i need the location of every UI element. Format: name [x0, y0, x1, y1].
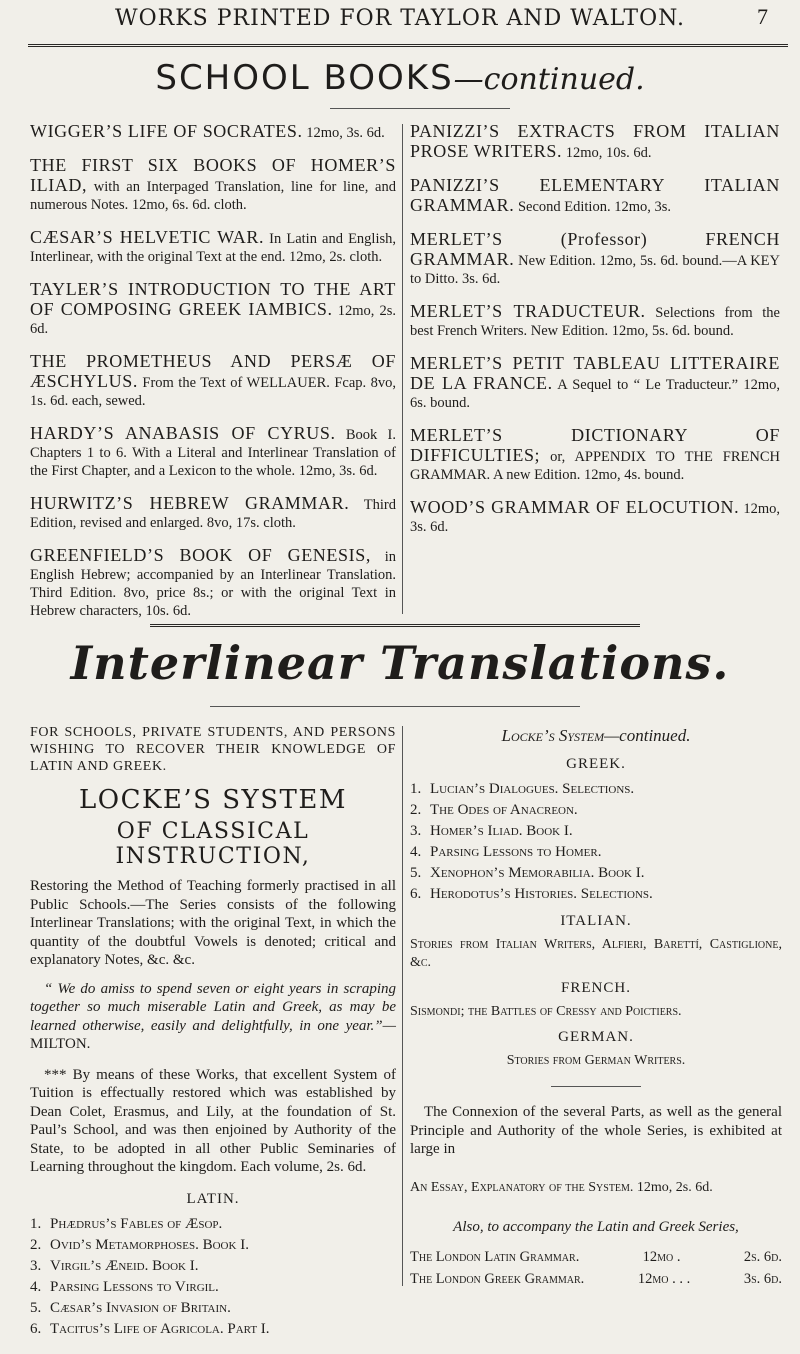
grammar-size: 12mo . . .: [637, 1270, 691, 1287]
greek-list: [410, 779, 782, 905]
locke-heading: LOCKE’S SYSTEM: [79, 785, 347, 815]
book-detail: 12mo, 2s. 6d.: [30, 303, 396, 337]
book-detail: Book I. Chapters 1 to 6. With a Literal and Interlinear Translation of the First Chapter, and a Lexicon to the whole. 12mo, 3s. 6d.: [30, 427, 396, 479]
book-entry: [30, 546, 396, 620]
book-entry: [410, 426, 780, 484]
book-entry: [30, 280, 396, 338]
book-entry: [410, 176, 780, 216]
column-divider: [402, 726, 403, 1286]
essay-title: An Essay, Explanatory of the System.: [410, 1179, 634, 1195]
book-title: MERLET’S TRADUCTEUR.: [410, 301, 646, 321]
locke-note: *** By means of these Works, that excellent System of Tuition is effectually restored which was established by Dean Colet, Erasmus, and Lily, at the foundation of St. Paul’s School, and was then enjoined by Authority of the State, to be adopted in all other Public Seminaries of Learning throughout the kingdom. Each volume, 2s. 6d.: [30, 1066, 396, 1175]
book-title: MERLET’S DICTIONARY OF DIFFICULTIES;: [410, 425, 780, 465]
book-title: MERLET’S (Professor) FRENCH GRAMMAR.: [410, 229, 780, 269]
column-divider: [402, 124, 403, 614]
divider-rule: [150, 624, 640, 627]
book-title: WOOD’S GRAMMAR OF ELOCUTION.: [410, 497, 740, 517]
book-entry: [410, 498, 780, 536]
book-entry: [30, 352, 396, 410]
book-title: WIGGER’S LIFE OF SOCRATES.: [30, 121, 303, 141]
grammar-price: 2s. 6d.: [743, 1248, 782, 1265]
list-item: 6. Herodotus’s Histories. Selections.: [410, 886, 653, 902]
divider-rule: [210, 706, 580, 707]
book-entry: [410, 230, 780, 288]
locke-system-right-column: [410, 726, 782, 1290]
section-rule: [330, 108, 510, 109]
book-detail: New Edition. 12mo, 5s. 6d. bound.—A KEY to Ditto. 3s. 6d.: [410, 253, 781, 287]
book-entry: [30, 122, 396, 142]
book-detail: or, APPENDIX TO THE FRENCH GRAMMAR. A new Edition. 12mo, 4s. bound.: [410, 449, 780, 483]
list-item: 3. Virgil’s Æneid. Book I.: [30, 1257, 199, 1274]
grammar-line: [410, 1268, 782, 1290]
french-heading: FRENCH.: [561, 980, 631, 996]
grammar-line: [410, 1246, 782, 1268]
german-text: Stories from German Writers.: [506, 1053, 686, 1068]
list-item: 1. Phædrus’s Fables of Æsop.: [30, 1215, 223, 1232]
locke-intro: FOR SCHOOLS, PRIVATE STUDENTS, AND PERSONS WISHING TO RECOVER THEIR KNOWLEDGE OF LATIN AND GREEK.: [30, 725, 396, 774]
right-column-school-books: [410, 122, 780, 550]
latin-list: [30, 1214, 396, 1340]
book-entry: [30, 156, 396, 214]
milton-quote: [30, 980, 396, 1054]
locke-continued-title: Locke’s System—continued.: [501, 726, 691, 745]
grammar-name: The London Greek Grammar.: [410, 1270, 585, 1287]
list-item: 2. Ovid’s Metamorphoses. Book I.: [30, 1236, 249, 1253]
left-column-school-books: [30, 122, 396, 634]
italian-heading: ITALIAN.: [560, 913, 632, 929]
book-title: TAYLER’S INTRODUCTION TO THE ART OF COMPOSING GREEK IAMBICS.: [30, 279, 396, 319]
book-title: THE FIRST SIX BOOKS OF HOMER’S ILIAD,: [30, 155, 396, 195]
greek-heading: GREEK.: [566, 756, 626, 772]
book-entry: [30, 494, 396, 532]
section-title-italic: —continued.: [453, 62, 645, 97]
book-detail: 12mo, 3s. 6d.: [410, 501, 780, 535]
book-detail: Second Edition. 12mo, 3s.: [517, 199, 672, 215]
small-divider: [551, 1086, 641, 1087]
book-detail: In Latin and English, Interlinear, with the original Text at the end. 12mo, 2s. cloth.: [30, 231, 396, 265]
book-detail: Third Edition, revised and enlarged. 8vo, 17s. cloth.: [30, 497, 396, 531]
grammar-name: The London Latin Grammar.: [410, 1248, 580, 1265]
connexion-text: The Connexion of the several Parts, as well as the general Principle and Authority of the whole Series, is exhibited at large in: [410, 1104, 782, 1157]
locke-system-left-column: [30, 724, 396, 1340]
book-detail: with an Interpaged Translation, line for line, and numerous Notes. 12mo, 6s. 6d. cloth.: [30, 179, 396, 213]
list-item: 4. Parsing Lessons to Homer.: [410, 844, 602, 860]
quote-author: MILTON.: [30, 1036, 91, 1052]
list-item: 5. Cæsar’s Invasion of Britain.: [30, 1299, 231, 1316]
book-entry: [30, 228, 396, 266]
book-title: PANIZZI’S ELEMENTARY ITALIAN GRAMMAR.: [410, 175, 780, 215]
also-text: Also, to accompany the Latin and Greek Series,: [453, 1218, 739, 1235]
grammar-size: 12mo .: [642, 1248, 681, 1265]
book-title: HURWITZ’S HEBREW GRAMMAR.: [30, 493, 350, 513]
list-item: 5. Xenophon’s Memorabilia. Book I.: [410, 865, 645, 881]
book-entry: [30, 424, 396, 480]
quote-text: “ We do amiss to spend seven or eight years in scraping together so much miserable Latin and Greek, as may be learned otherwise, easily and delightfully, in one year.”—: [30, 980, 396, 1034]
book-detail: 12mo, 3s. 6d.: [306, 125, 385, 141]
page-number: 7: [757, 4, 768, 29]
interlinear-translations-title: Interlinear Translations.: [70, 636, 730, 690]
list-item: 1. Lucian’s Dialogues. Selections.: [410, 781, 635, 797]
essay-entry: [410, 1179, 782, 1197]
book-title: MERLET’S PETIT TABLEAU LITTERAIRE DE LA FRANCE.: [410, 353, 780, 393]
book-detail: A Sequel to “ Le Traducteur.” 12mo, 6s. bound.: [410, 377, 781, 411]
list-item: 4. Parsing Lessons to Virgil.: [30, 1278, 219, 1295]
essay-detail: 12mo, 2s. 6d.: [636, 1179, 713, 1195]
book-detail: Selections from the best French Writers. New Edition. 12mo, 5s. 6d. bound.: [410, 305, 780, 339]
book-entry: [410, 122, 780, 162]
list-item: 3. Homer’s Iliad. Book I.: [410, 823, 573, 839]
book-entry: [410, 354, 780, 412]
italian-text: Stories from Italian Writers, Alfieri, Barettí, Castiglione, &c.: [410, 937, 782, 970]
book-entry: [410, 302, 780, 340]
book-title: HARDY’S ANABASIS OF CYRUS.: [30, 423, 336, 443]
locke-subheading: OF CLASSICAL INSTRUCTION,: [115, 819, 311, 869]
list-item: 6. Tacitus’s Life of Agricola. Part I.: [30, 1320, 270, 1337]
german-heading: GERMAN.: [558, 1029, 634, 1045]
latin-heading: LATIN.: [186, 1190, 240, 1207]
header-rule: [28, 44, 788, 47]
french-text: Sismondi; the Battles of Cressy and Poictiers.: [410, 1004, 682, 1019]
section-title: [0, 58, 800, 98]
list-item: 2. The Odes of Anacreon.: [410, 802, 578, 818]
book-title: PANIZZI’S EXTRACTS FROM ITALIAN PROSE WRITERS.: [410, 121, 780, 161]
book-detail: 12mo, 10s. 6d.: [565, 145, 652, 161]
locke-description: Restoring the Method of Teaching formerly practised in all Public Schools.—The Series consists of the following Interlinear Translations; with the original Text, in which the quantity of the doubtful Vowels is denoted; critical and explanatory Notes, &c. &c.: [30, 878, 396, 968]
grammar-price: 3s. 6d.: [743, 1270, 782, 1287]
book-title: GREENFIELD’S BOOK OF GENESIS,: [30, 545, 371, 565]
section-title-main: SCHOOL BOOKS: [155, 58, 454, 98]
book-title: CÆSAR’S HELVETIC WAR.: [30, 227, 265, 247]
book-title: THE PROMETHEUS AND PERSÆ OF ÆSCHYLUS.: [30, 351, 396, 391]
page-header-title: WORKS PRINTED FOR TAYLOR AND WALTON.: [115, 6, 685, 31]
book-detail: From the Text of WELLAUER. Fcap. 8vo, 1s. 6d. each, sewed.: [30, 375, 396, 409]
book-detail: in English Hebrew; accompanied by an Interlinear Translation. Third Edition. 8vo, price 8s.; or with the original Text in Hebrew characters, 10s. 6d.: [30, 549, 396, 619]
